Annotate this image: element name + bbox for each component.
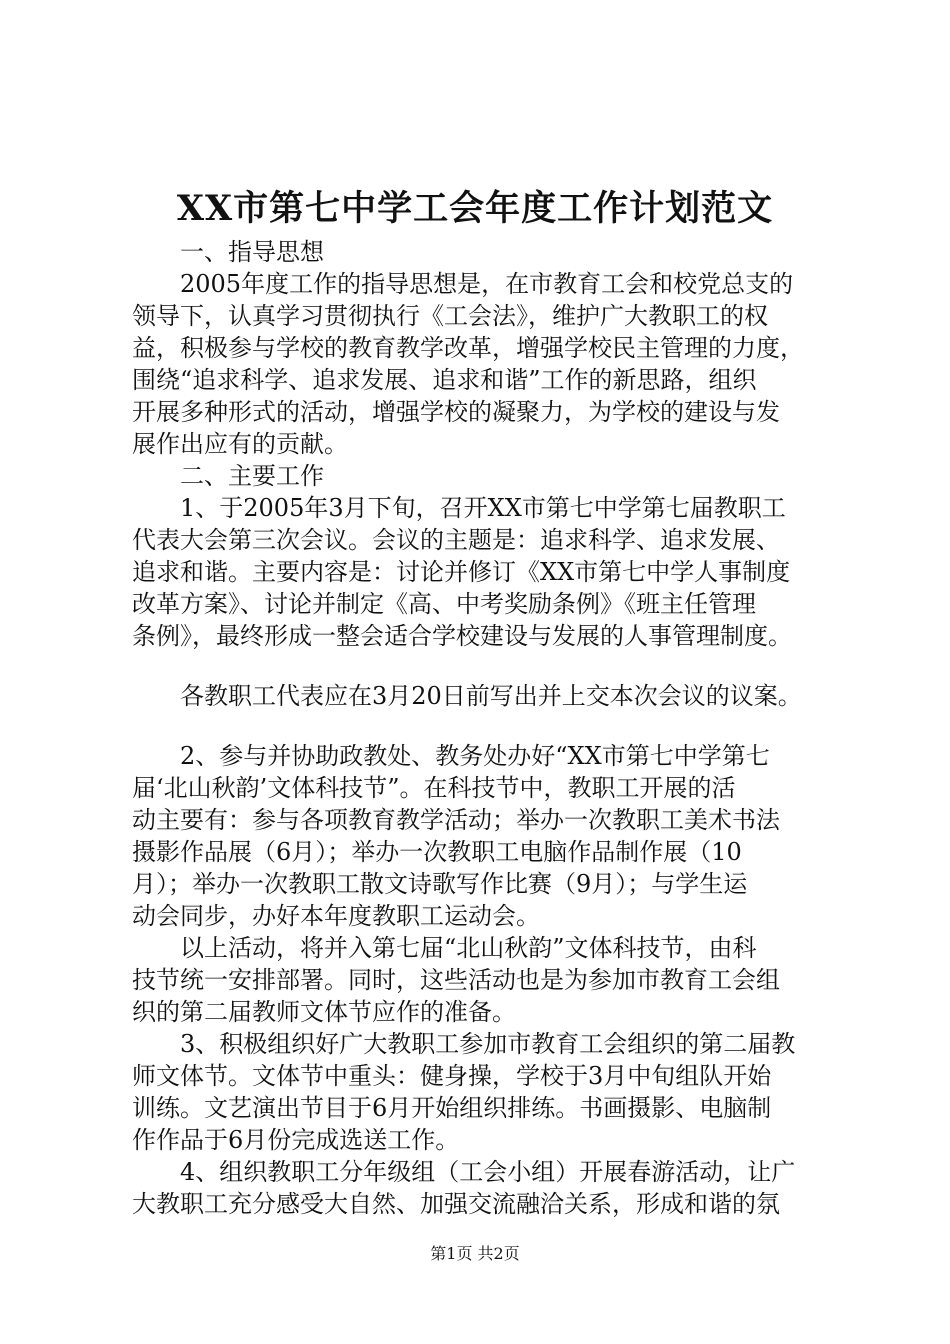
paragraph-line: 1、于2005年3月下旬，召开XX市第七中学第七届教职工 — [180, 494, 786, 522]
paragraph-line: 作作品于6月份完成选送工作。 — [132, 1126, 460, 1154]
paragraph-line: 益，积极参与学校的教育教学改革，增强学校民主管理的力度， — [132, 334, 804, 362]
paragraph-line: 2、参与并协助政教处、教务处办好“XX市第七中学第七 — [180, 742, 770, 770]
paragraph-line: 条例》，最终形成一整会适合学校建设与发展的人事管理制度。 — [132, 622, 792, 650]
paragraph-line: 届‘北山秋韵’文体科技节”。在科技节中，教职工开展的活 — [132, 774, 736, 802]
paragraph-line: 以上活动，将并入第七届“北山秋韵”文体科技节，由科 — [180, 934, 757, 962]
paragraph-line: 大教职工充分感受大自然、加强交流融洽关系，形成和谐的氛 — [132, 1190, 780, 1218]
paragraph-line: 展作出应有的贡献。 — [132, 430, 348, 458]
paragraph-line: 4、组织教职工分年级组（工会小组）开展春游活动，让广 — [180, 1158, 796, 1186]
paragraph-line: 摄影作品展（6月）；举办一次教职工电脑作品制作展（10 — [132, 838, 742, 866]
paragraph-line: 动主要有：参与各项教育教学活动；举办一次教职工美术书法 — [132, 806, 780, 834]
paragraph-line: 训练。文艺演出节目于6月开始组织排练。书画摄影、电脑制 — [132, 1094, 772, 1122]
paragraph-line: 代表大会第三次会议。会议的主题是：追求科学、追求发展、 — [132, 526, 780, 554]
paragraph-line: 织的第二届教师文体节应作的准备。 — [132, 998, 516, 1026]
paragraph-line: 领导下，认真学习贯彻执行《工会法》，维护广大教职工的权 — [132, 302, 768, 330]
section-heading-guiding-thought: 一、指导思想 — [180, 238, 324, 266]
paragraph-line: 围绕“追求科学、追求发展、追求和谐”工作的新思路，组织 — [132, 366, 757, 394]
paragraph-line: 3、积极组织好广大教职工参加市教育工会组织的第二届教 — [180, 1030, 796, 1058]
paragraph-line: 开展多种形式的活动，增强学校的凝聚力，为学校的建设与发 — [132, 398, 780, 426]
page-number-footer: 第1页 共2页 — [430, 1244, 520, 1263]
paragraph-line: 2005年度工作的指导思想是，在市教育工会和校党总支的 — [180, 270, 794, 298]
paragraph-line: 技节统一安排部署。同时，这些活动也是为参加市教育工会组 — [132, 966, 780, 994]
section-heading-main-work: 二、主要工作 — [180, 462, 324, 490]
paragraph-line: 师文体节。文体节中重头：健身操，学校于3月中旬组队开始 — [132, 1062, 772, 1090]
paragraph-line: 追求和谐。主要内容是：讨论并修订《XX市第七中学人事制度 — [132, 558, 791, 586]
paragraph-line: 改革方案》、讨论并制定《高、中考奖励条例》《班主任管理 — [132, 590, 756, 618]
paragraph-line: 动会同步，办好本年度教职工运动会。 — [132, 902, 540, 930]
document-body — [132, 236, 852, 1220]
paragraph-line: 各教职工代表应在3月20日前写出并上交本次会议的议案。 — [180, 682, 802, 710]
document-title: XX市第七中学工会年度工作计划范文 — [176, 188, 774, 229]
paragraph-line: 月）；举办一次教职工散文诗歌写作比赛（9月）；与学生运 — [132, 870, 748, 898]
